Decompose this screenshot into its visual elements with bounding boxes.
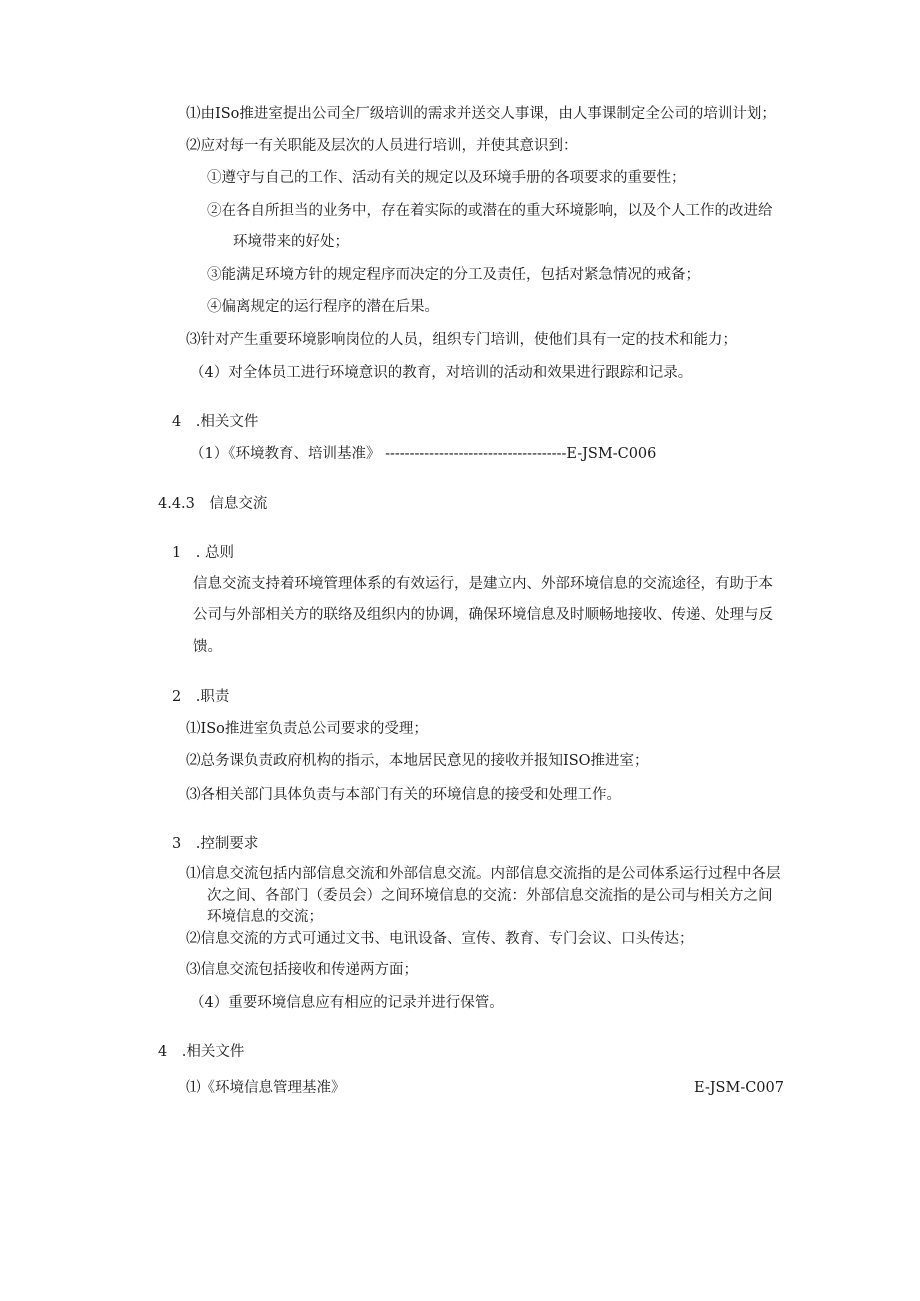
control-item-3: ⑶信息交流包括接收和传递两方面； [186, 962, 418, 978]
duties-heading: 2 .职责 [172, 689, 230, 705]
awareness-item-2-cont: 环境带来的好处； [233, 234, 349, 250]
awareness-item-2: ②在各自所担当的业务中，存在着实际的或潜在的重大环境影响，以及个人工作的改进给 [207, 203, 773, 219]
general-text-line-2: 公司与外部相关方的联络及组织内的协调，确保环境信息及时顺畅地接收、传递、处理与反 [193, 607, 773, 623]
training-item-4: （4）对全体员工进行环境意识的教育，对培训的活动和效果进行跟踪和记录。 [190, 365, 693, 381]
awareness-item-1: ①遵守与自己的工作、活动有关的规定以及环境手册的各项要求的重要性； [207, 170, 686, 186]
awareness-item-3: ③能满足环境方针的规定程序而决定的分工及责任，包括对紧急情况的戒备； [207, 267, 700, 283]
duty-item-2: ⑵总务课负责政府机构的指示，本地居民意见的接收并报知ISO推进室； [186, 753, 649, 769]
duty-item-3: ⑶各相关部门具体负责与本部门有关的环境信息的接受和处理工作。 [186, 787, 621, 803]
control-item-1: ⑴信息交流包括内部信息交流和外部信息交流。内部信息交流指的是公司体系运行过程中各层 [186, 866, 781, 882]
control-item-1-cont-1: 次之间、各部门（委员会）之间环境信息的交流：外部信息交流指的是公司与相关方之间 [207, 888, 773, 904]
duty-item-1: ⑴ISo推进室负责总公司要求的受理； [186, 721, 428, 737]
related-doc-code: E-JSM-C007 [693, 1080, 784, 1096]
training-related-heading: 4 .相关文件 [172, 414, 259, 430]
control-item-4: （4）重要环境信息应有相应的记录并进行保管。 [190, 995, 504, 1011]
training-item-1: ⑴由ISo推进室提出公司全厂级培训的需求并送交人事课，由人事课制定全公司的培训计划； [186, 106, 776, 122]
training-item-3: ⑶针对产生重要环境影响岗位的人员，组织专门培训，使他们具有一定的技术和能力； [186, 332, 737, 348]
training-related-doc: （1）《环境教育、培训基准》 -------------------------------------E-JSM-C006 [190, 446, 657, 462]
general-text-line-3: 馈。 [193, 639, 222, 655]
control-item-1-cont-2: 环境信息的交流； [207, 909, 323, 925]
awareness-item-4: ④偏离规定的运行程序的潜在后果。 [207, 299, 439, 315]
related-doc-title: ⑴《环境信息管理基准》 [186, 1080, 346, 1096]
control-heading: 3 .控制要求 [172, 836, 259, 852]
general-text-line-1: 信息交流支持着环境管理体系的有效运行，是建立内、外部环境信息的交流途径，有助于本 [193, 576, 773, 592]
control-item-2: ⑵信息交流的方式可通过文书、电讯设备、宣传、教育、专门会议、口头传达； [186, 931, 694, 947]
related-heading: 4 .相关文件 [158, 1044, 245, 1060]
section-title: 4.4.3 信息交流 [158, 496, 268, 512]
general-heading: 1 . 总则 [172, 545, 234, 561]
training-item-2: ⑵应对每一有关职能及层次的人员进行培训，并使其意识到： [186, 138, 578, 154]
